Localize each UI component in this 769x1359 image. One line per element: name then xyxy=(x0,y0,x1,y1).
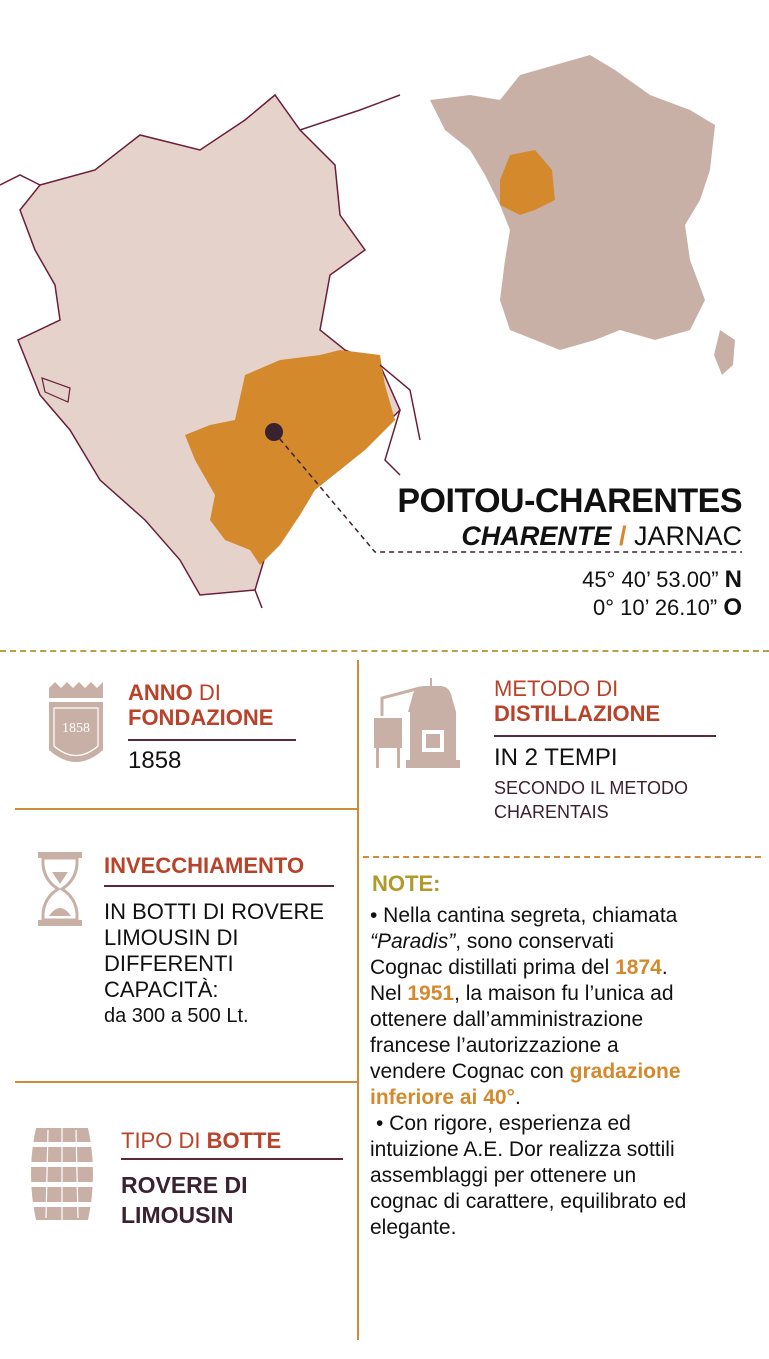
longitude: 0° 10’ 26.10” O xyxy=(593,594,742,621)
still-icon xyxy=(370,672,470,772)
divider-1 xyxy=(15,808,357,810)
top-divider xyxy=(0,650,769,652)
aging-label: INVECCHIAMENTO xyxy=(104,853,305,878)
town-name: JARNAC xyxy=(633,521,742,551)
notes-divider xyxy=(363,856,761,858)
founding-rule xyxy=(128,739,296,741)
aging-value: IN BOTTI DI ROVERE LIMOUSIN DI DIFFERENTI CAPACITÀ: da 300 a 500 Lt. xyxy=(104,899,325,1027)
founding-year: 1858 xyxy=(128,747,182,774)
barrel-value: ROVERE DI LIMOUSIN xyxy=(121,1172,248,1228)
distillation-detail: SECONDO IL METODO CHARENTAIS xyxy=(494,778,689,822)
founding-label: ANNO DI FONDAZIONE xyxy=(128,680,274,730)
notes-title: NOTE: xyxy=(372,871,441,896)
latitude: 45° 40’ 53.00” N xyxy=(582,566,742,593)
barrel-label: TIPO DI BOTTE xyxy=(121,1128,282,1153)
vertical-divider xyxy=(357,660,359,1340)
aging-rule xyxy=(104,885,334,887)
france-map xyxy=(430,55,715,350)
svg-text:1858: 1858 xyxy=(62,721,90,736)
department-name: CHARENTE xyxy=(461,521,612,551)
hourglass-icon xyxy=(36,852,84,926)
corsica xyxy=(714,330,735,375)
notes-body: • Nella cantina segreta, chiamata “Paradis”, sono conservati Cognac distillati prima del 1874. Nel 1951, la maison fu l’unica ad ottenere dall’amministrazione francese l’autorizzazione a vendere Cognac con gradazione inferiore ai 40°. • Con rigore, esperienza ed intuizione A.E. Dor realizza sottili assemblaggi per ottenere un cognac di carattere, equilibrato ed elegante. xyxy=(370,904,687,1239)
department-line xyxy=(300,521,742,552)
distillation-value: IN 2 TEMPI xyxy=(494,744,618,771)
divider-2 xyxy=(15,1081,357,1083)
badge-1858-icon xyxy=(45,680,107,775)
barrel-icon xyxy=(26,1126,98,1222)
region-title: POITOU-CHARENTES xyxy=(397,482,742,520)
barrel-rule xyxy=(121,1158,343,1160)
separator: / xyxy=(618,521,627,551)
distillation-rule xyxy=(494,735,716,737)
distillation-label: METODO DI DISTILLAZIONE xyxy=(494,676,661,726)
